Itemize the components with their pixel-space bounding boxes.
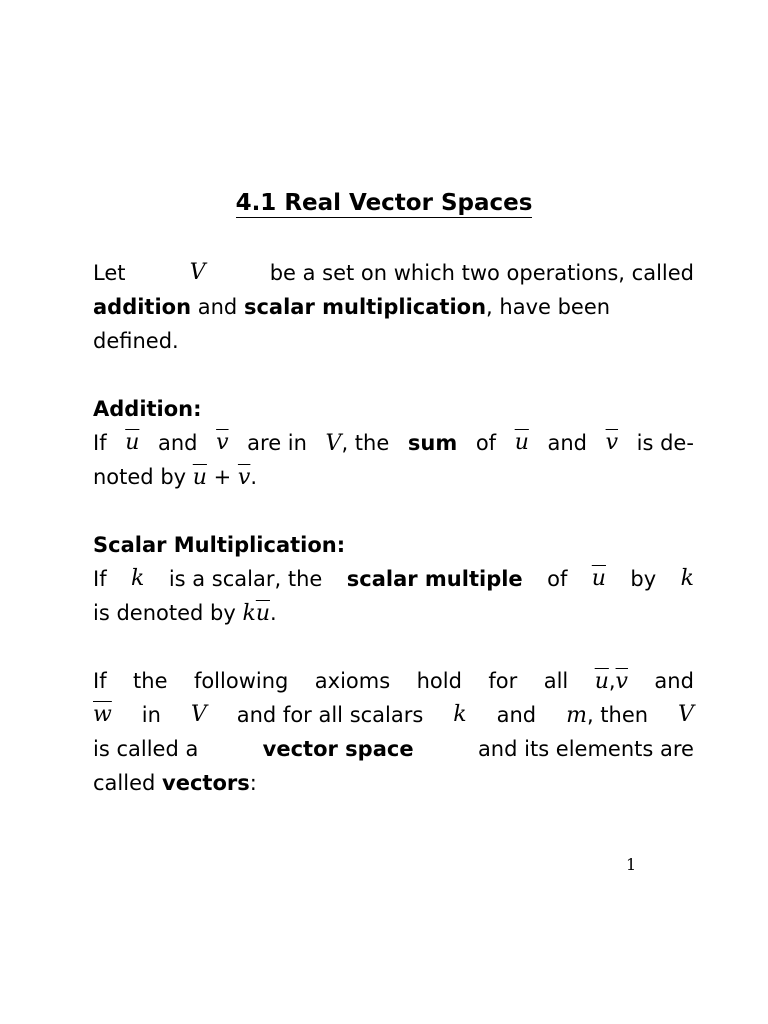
word: for	[488, 669, 518, 693]
math-k: k	[680, 566, 694, 591]
word-if: If	[93, 567, 107, 591]
words-comma-the: , the	[341, 431, 390, 455]
section-title-text: 4.1 Real Vector Spaces	[235, 190, 533, 216]
word: the	[133, 669, 168, 693]
intro-line-1	[93, 256, 694, 290]
axioms-paragraph	[93, 664, 694, 800]
scalar-multiplication-section	[93, 528, 694, 630]
words-is-de: is de-	[636, 431, 694, 455]
math-u-bar: $\overline{u}$	[125, 430, 140, 455]
word-and: and	[654, 669, 694, 693]
addition-line-1	[93, 426, 694, 460]
period: .	[269, 601, 277, 625]
math-w-bar: $\overline{w}$	[93, 702, 112, 727]
page-number: 1	[626, 855, 637, 874]
period: .	[250, 465, 258, 489]
word-and: and	[157, 431, 198, 455]
word: axioms	[314, 669, 391, 693]
word-called: called	[93, 771, 156, 795]
math-V-comma-the	[326, 426, 390, 460]
math-u-bar: $\overline{u}$	[255, 601, 270, 626]
term-vector-space: vector space	[262, 737, 414, 761]
colon: :	[249, 771, 257, 795]
word-of: of	[475, 431, 497, 455]
intro-text: be a set on which two operations, called	[269, 261, 694, 285]
scalar-line-1	[93, 562, 694, 596]
intro-word-let: Let	[93, 261, 126, 285]
comma: ,	[608, 669, 616, 693]
math-k: k	[131, 566, 145, 591]
word-and: and	[547, 431, 587, 455]
intro-paragraph	[93, 256, 694, 358]
words-noted-by: noted by	[93, 465, 187, 489]
math-V: V	[189, 260, 206, 285]
math-v-bar: $\overline{v}$	[615, 669, 628, 694]
math-m-then	[566, 698, 648, 732]
intro-have-been: , have been	[486, 295, 611, 319]
words-then: , then	[586, 703, 649, 727]
intro-line-3	[93, 324, 694, 358]
math-V: V	[325, 431, 342, 456]
math-v-bar: $\overline{v}$	[237, 465, 251, 490]
math-v-bar: $\overline{v}$	[216, 430, 229, 455]
words-is-denoted-by: is denoted by	[93, 601, 236, 625]
word-in: in	[141, 703, 161, 727]
word: following	[193, 669, 289, 693]
term-scalar-multiple: scalar multiple	[346, 567, 523, 591]
addition-line-2	[93, 460, 694, 494]
axioms-line-3	[93, 732, 694, 766]
addition-heading: Addition:	[93, 397, 202, 421]
word-if: If	[93, 431, 107, 455]
term-vectors: vectors	[162, 771, 250, 795]
axioms-line-1	[93, 664, 694, 698]
word: hold	[416, 669, 462, 693]
words-is-a-scalar: is a scalar, the	[168, 567, 323, 591]
word-and: and	[496, 703, 537, 727]
math-u-bar: $\overline{u}$	[514, 430, 529, 455]
math-u-bar: $\overline{u}$	[192, 465, 207, 490]
word-by: by	[630, 567, 657, 591]
word: all	[543, 669, 569, 693]
addition-section	[93, 392, 694, 494]
math-u-bar: $\overline{u}$	[594, 669, 609, 694]
term-sum: sum	[407, 431, 458, 455]
math-u-bar: $\overline{u}$	[591, 566, 606, 591]
axioms-line-4	[93, 766, 694, 800]
intro-and: and	[197, 295, 238, 319]
scalar-multiplication-heading: Scalar Multiplication:	[93, 533, 346, 557]
math-V: V	[190, 702, 207, 727]
word: If	[93, 669, 107, 693]
term-addition: addition	[93, 295, 192, 319]
term-scalar-multiplication: scalar multiplication	[243, 295, 487, 319]
math-V: V	[678, 702, 694, 727]
math-k: k	[242, 601, 256, 626]
words-and-its-elements-are: and its elements are	[477, 737, 694, 761]
scalar-line-2	[93, 596, 694, 630]
math-m: m	[566, 703, 587, 728]
math-k: k	[453, 702, 467, 727]
words-is-called-a: is called a	[93, 737, 199, 761]
word-of: of	[547, 567, 568, 591]
math-v-bar: $\overline{v}$	[605, 430, 619, 455]
section-title	[0, 186, 768, 220]
intro-defined: defined.	[93, 329, 179, 353]
words-and-for-all-scalars: and for all scalars	[236, 703, 424, 727]
axioms-line-2	[93, 698, 694, 732]
intro-line-2	[93, 290, 694, 324]
words-are-in: are in	[247, 431, 307, 455]
math-plus: +	[213, 465, 232, 489]
math-u-v-bar	[595, 664, 628, 698]
